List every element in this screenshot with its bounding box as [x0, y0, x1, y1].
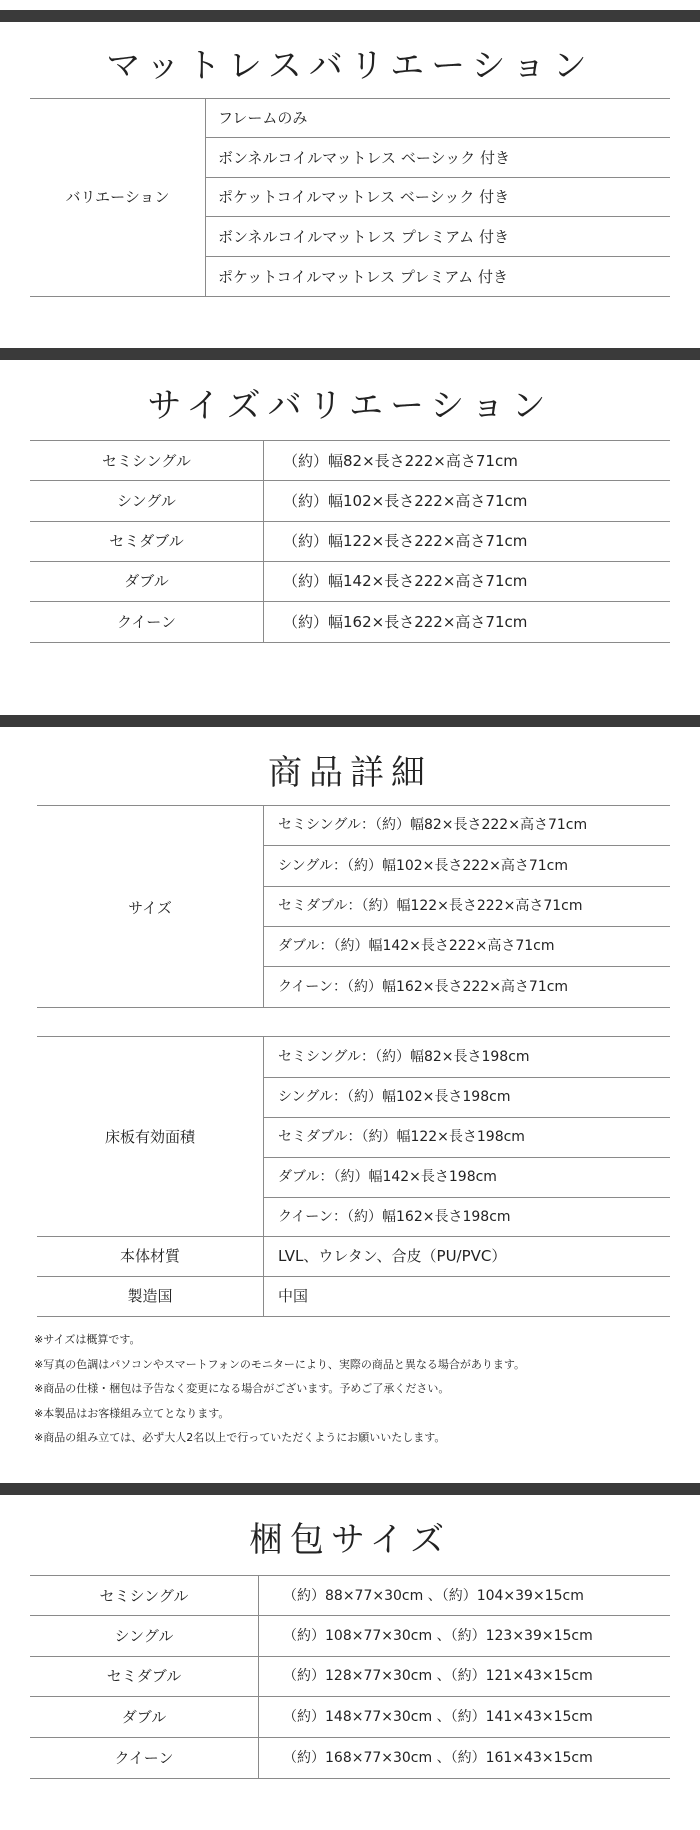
table-border — [30, 480, 670, 481]
package-value: （約）88×77×30cm 、（約）104×39×15cm — [283, 1588, 584, 1604]
table-border — [30, 1575, 670, 1576]
table-border — [30, 296, 670, 297]
table-border — [263, 1157, 670, 1158]
table-border — [205, 98, 206, 296]
package-value: （約）108×77×30cm 、（約）123×39×15cm — [283, 1628, 593, 1644]
origin-value: 中国 — [278, 1287, 309, 1305]
floor-area-label: 床板有効面積 — [104, 1128, 195, 1146]
detail-size-value: シングル：（約）幅102×長さ222×高さ71cm — [278, 858, 569, 874]
table-border — [30, 1737, 670, 1738]
section-divider-bar — [0, 10, 700, 22]
table-border — [37, 1036, 670, 1037]
table-border — [30, 601, 670, 602]
size-name: セミダブル — [109, 532, 184, 550]
table-border — [263, 1117, 670, 1118]
table-border — [263, 1036, 264, 1316]
size-name: クイーン — [117, 613, 176, 631]
mattress-variation-title: マットレスバリエーション — [106, 46, 594, 86]
size-variation-title: サイズバリエーション — [147, 386, 553, 426]
note: ※写真の色調はパソコンやスマートフォンのモニターにより、実際の商品と異なる場合があります。 — [34, 1358, 526, 1371]
section-divider-bar — [0, 348, 700, 360]
table-border — [205, 216, 670, 217]
table-border — [30, 1656, 670, 1657]
variation-item: フレームのみ — [218, 109, 308, 127]
size-value: （約）幅102×長さ222×高さ71cm — [283, 492, 528, 510]
floor-area-value: セミダブル：（約）幅122×長さ198cm — [278, 1129, 525, 1145]
table-border — [30, 521, 670, 522]
detail-size-label: サイズ — [128, 899, 172, 917]
floor-area-value: クイーン：（約）幅162×長さ198cm — [278, 1209, 511, 1225]
table-border — [37, 1316, 670, 1317]
table-border — [30, 440, 670, 441]
table-border — [205, 137, 670, 138]
table-border — [263, 966, 670, 967]
package-size-title: 梱包サイズ — [248, 1520, 452, 1560]
variation-item: ボンネルコイルマットレス プレミアム 付き — [218, 228, 509, 246]
variation-item: ボンネルコイルマットレス ベーシック 付き — [218, 149, 510, 167]
detail-size-value: セミダブル：（約）幅122×長さ222×高さ71cm — [278, 898, 583, 914]
note: ※商品の組み立ては、必ず大人2名以上で行っていただくようにお願いいたします。 — [34, 1431, 446, 1444]
package-name: ダブル — [121, 1708, 167, 1726]
size-name: ダブル — [124, 572, 169, 590]
table-border — [30, 1778, 670, 1779]
variation-item: ポケットコイルマットレス ベーシック 付き — [218, 188, 510, 206]
size-name: シングル — [117, 492, 176, 510]
table-border — [263, 1077, 670, 1078]
table-border — [263, 845, 670, 846]
material-label: 本体材質 — [119, 1247, 180, 1265]
size-value: （約）幅122×長さ222×高さ71cm — [283, 532, 528, 550]
table-border — [205, 177, 670, 178]
table-border — [205, 256, 670, 257]
size-name: セミシングル — [102, 452, 191, 470]
package-value: （約）128×77×30cm 、（約）121×43×15cm — [283, 1668, 593, 1684]
table-border — [263, 886, 670, 887]
package-value: （約）148×77×30cm 、（約）141×43×15cm — [283, 1709, 593, 1725]
table-border — [37, 1276, 670, 1277]
table-border — [263, 805, 264, 1007]
table-border — [263, 926, 670, 927]
material-value: LVL、ウレタン、合皮（PU/PVC） — [278, 1247, 507, 1265]
note: ※本製品はお客様組み立てとなります。 — [34, 1407, 230, 1420]
table-border — [263, 440, 264, 642]
table-border — [30, 642, 670, 643]
origin-label: 製造国 — [127, 1287, 173, 1305]
section-divider-bar — [0, 1483, 700, 1495]
package-name: シングル — [114, 1627, 174, 1645]
table-border — [37, 1236, 670, 1237]
table-border — [30, 98, 670, 99]
product-details-title: 商品詳細 — [268, 753, 432, 793]
variation-label: バリエーション — [65, 188, 170, 206]
note: ※商品の仕様・梱包は予告なく変更になる場合がございます。予めご了承ください。 — [34, 1382, 450, 1395]
package-name: セミシングル — [99, 1587, 189, 1605]
package-name: クイーン — [114, 1749, 174, 1767]
table-border — [30, 1696, 670, 1697]
table-border — [30, 1615, 670, 1616]
detail-size-value: セミシングル：（約）幅82×長さ222×高さ71cm — [278, 817, 588, 833]
size-value: （約）幅142×長さ222×高さ71cm — [283, 572, 528, 590]
note: ※サイズは概算です。 — [34, 1333, 141, 1346]
table-border — [30, 561, 670, 562]
table-border — [37, 805, 670, 806]
detail-size-value: ダブル：（約）幅142×長さ222×高さ71cm — [278, 938, 555, 954]
table-border — [258, 1575, 259, 1778]
floor-area-value: セミシングル：（約）幅82×長さ198cm — [278, 1049, 530, 1065]
section-divider-bar — [0, 715, 700, 727]
floor-area-value: シングル：（約）幅102×長さ198cm — [278, 1089, 511, 1105]
package-name: セミダブル — [106, 1667, 182, 1685]
floor-area-value: ダブル：（約）幅142×長さ198cm — [278, 1169, 497, 1185]
size-value: （約）幅82×長さ222×高さ71cm — [283, 452, 518, 470]
table-border — [37, 1007, 670, 1008]
detail-size-value: クイーン：（約）幅162×長さ222×高さ71cm — [278, 979, 569, 995]
table-border — [263, 1197, 670, 1198]
variation-item: ポケットコイルマットレス プレミアム 付き — [218, 268, 509, 286]
size-value: （約）幅162×長さ222×高さ71cm — [283, 613, 528, 631]
package-value: （約）168×77×30cm 、（約）161×43×15cm — [283, 1750, 593, 1766]
